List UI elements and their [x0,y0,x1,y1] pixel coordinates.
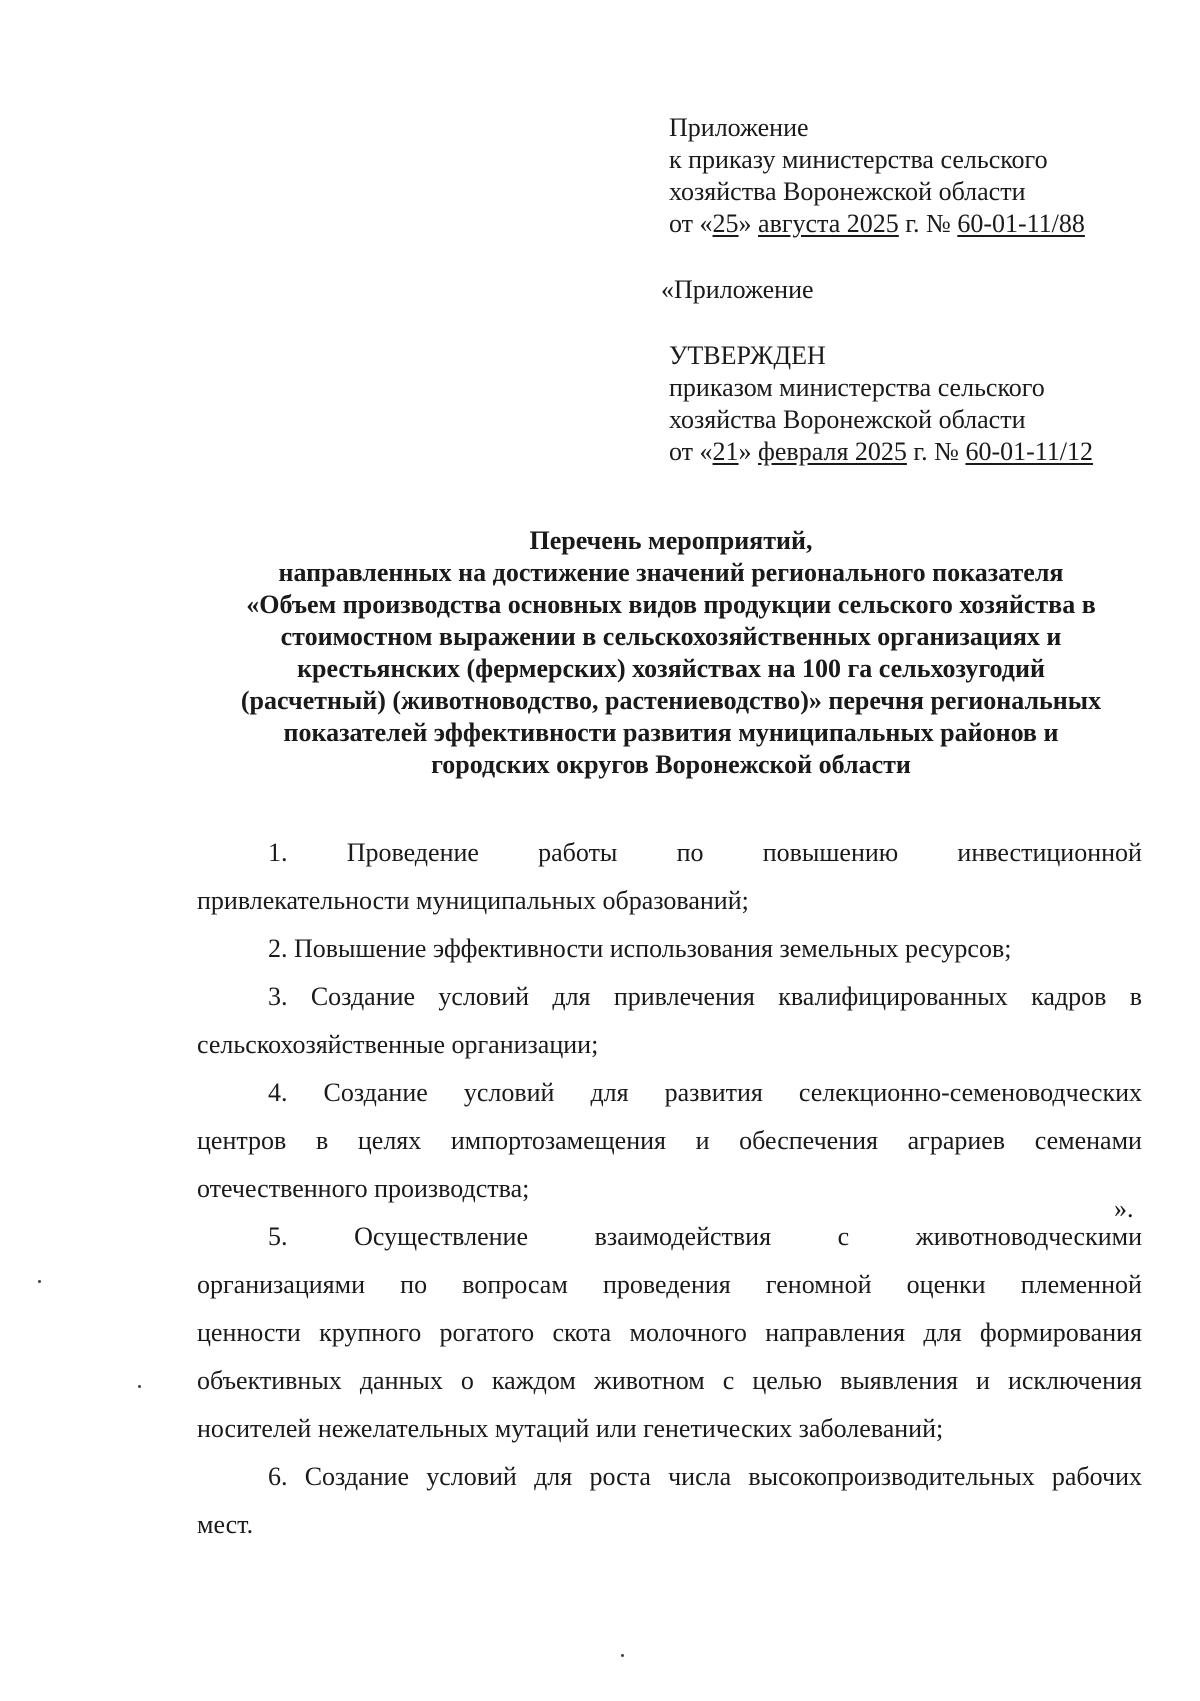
approved-line-2: приказом министерства сельского [669,373,1045,402]
word: роста [589,1462,651,1491]
justified-line [197,1309,1142,1357]
word: повышению [762,838,899,867]
list-item-4 [197,1069,1142,1213]
word: 4. [268,1078,288,1107]
word: рогатого [439,1318,535,1347]
appendix-year-suffix: г. № [898,209,958,238]
scan-speck [621,1654,624,1657]
word: в [1129,982,1142,1011]
appendix-day: 25 [712,209,739,238]
word: числа [668,1462,732,1491]
list-item-6 [197,1453,1142,1549]
word: молочного [629,1318,747,1347]
justified-line [197,973,1142,1021]
list-item-3 [197,973,1142,1069]
list-item-2 [197,925,1142,973]
quote-appendix-text: «Приложение [661,275,814,304]
text-line: отечественного производства; [197,1174,530,1203]
title-line: (расчетный) (животноводство, растениеводство)» перечня региональных [240,686,1102,715]
word: 5. [268,1222,288,1251]
word: в [315,1126,329,1155]
list-item-5 [197,1213,1142,1453]
word: кадров [1031,982,1107,1011]
word: крупного [319,1318,422,1347]
word: исключения [1007,1366,1142,1395]
title-line: городских округов Воронежской области [431,750,911,779]
approved-date-mid: » [738,437,759,466]
word: целях [357,1126,422,1155]
word: каждом [491,1366,576,1395]
word: 3. [268,982,288,1011]
word: выявления [840,1366,959,1395]
word: для [552,982,591,1011]
appendix-date-prefix: от « [669,209,713,238]
closing-quote: ». [1114,1194,1134,1223]
word: центров [197,1126,287,1155]
approved-year-suffix: г. № [906,437,966,466]
word: Создание [304,1462,409,1491]
document-title [150,525,1192,781]
word: работы [538,838,618,867]
scan-speck [138,1385,141,1388]
title-line: Перечень мероприятий, [529,526,813,555]
word: племенной [1020,1270,1142,1299]
title-line: стоимостном выражении в сельскохозяйственных организациях и [280,622,1062,651]
text-line: 2. Повышение эффективности использования земельных ресурсов; [268,934,1012,963]
word: для [590,1078,629,1107]
word: привлечения [613,982,755,1011]
word: условий [426,1462,517,1491]
word: данных [359,1366,443,1395]
appendix-line-1: Приложение [669,113,809,142]
appendix-number: 60-01-11/88 [957,209,1085,238]
word: геномной [765,1270,872,1299]
justified-line [197,1213,1142,1261]
word: условий [463,1078,555,1107]
word: взаимодействия [594,1222,772,1251]
word: семенами [1034,1126,1142,1155]
list-item-1 [197,829,1142,925]
justified-line [197,829,1142,877]
justified-line [197,1069,1142,1117]
text-line: мест. [197,1510,254,1539]
word: и [976,1366,990,1395]
justified-line [197,1117,1142,1165]
word: высокопроизводительных [748,1462,1035,1491]
quote-appendix [661,274,814,306]
approved-month-year: февраля 2025 [758,437,907,466]
word: целью [752,1366,823,1395]
appendix-line-2: к приказу министерства сельского [669,145,1048,174]
justified-line [197,1453,1142,1501]
title-line: показателей эффективности развития муниципальных районов и [283,718,1059,747]
appendix-date-line [669,208,1085,240]
word: направления [765,1318,906,1347]
approved-date-line [669,436,1093,468]
word: Осуществление [354,1222,528,1251]
word: и [695,1126,710,1155]
word: импортозамещения [450,1126,666,1155]
approved-line-3: хозяйства Воронежской области [669,405,1026,434]
appendix-header [669,112,1085,240]
approved-header [669,340,1093,468]
text-line: носителей нежелательных мутаций или генетических заболеваний; [197,1414,944,1443]
approved-number: 60-01-11/12 [965,437,1094,466]
appendix-month-year: августа 2025 [758,209,899,238]
title-line: направленных на достижение значений регионального показателя [278,558,1064,587]
word: животном [593,1366,705,1395]
word: развития [664,1078,763,1107]
word: проведения [602,1270,731,1299]
appendix-date-mid: » [738,209,759,238]
word: селекционно-семеноводческих [798,1078,1142,1107]
word: ценности [197,1318,301,1347]
justified-line [197,1357,1142,1405]
word: обеспечения [739,1126,878,1155]
title-line: крестьянских (фермерских) хозяйствах на 100 га сельхозугодий [297,654,1045,683]
approved-day: 21 [712,437,739,466]
approved-date-prefix: от « [669,437,713,466]
word: с [722,1366,735,1395]
word: Проведение [346,838,479,867]
word: Создание [310,982,416,1011]
word: оценки [906,1270,986,1299]
scan-speck [38,1280,41,1283]
approved-heading: УТВЕРЖДЕН [669,341,826,370]
text-line: сельскохозяйственные организации; [197,1030,599,1059]
word: для [534,1462,573,1491]
word: Создание [323,1078,428,1107]
word: условий [438,982,530,1011]
word: вопросам [462,1270,568,1299]
word: 6. [268,1462,288,1491]
word: рабочих [1051,1462,1142,1491]
word: квалифицированных [778,982,1008,1011]
word: скота [552,1318,612,1347]
word: о [460,1366,474,1395]
word: 1. [268,838,288,867]
word: по [676,838,704,867]
word: аграриев [907,1126,1006,1155]
word: для [923,1318,962,1347]
word: животноводческими [915,1222,1142,1251]
text-line: привлекательности муниципальных образований; [197,886,749,915]
justified-line [197,1261,1142,1309]
appendix-line-3: хозяйства Воронежской области [669,177,1026,206]
word: организациями [197,1270,365,1299]
word: с [837,1222,850,1251]
word: формирования [979,1318,1142,1347]
title-line: «Объем производства основных видов продукции сельского хозяйства в [246,590,1096,619]
measures-list [197,829,1142,1549]
word: инвестиционной [957,838,1142,867]
word: объективных [197,1366,342,1395]
word: по [400,1270,428,1299]
